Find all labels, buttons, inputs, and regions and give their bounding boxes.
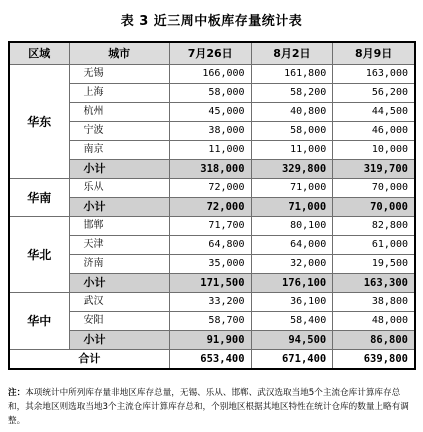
subtotal-value: 94,500 — [251, 331, 333, 350]
value-cell: 46,000 — [333, 122, 415, 141]
value-cell: 10,000 — [333, 141, 415, 160]
subtotal-value: 176,100 — [251, 274, 333, 293]
subtotal-label: 小计 — [69, 274, 169, 293]
value-cell: 72,000 — [169, 179, 251, 198]
subtotal-row — [9, 331, 415, 350]
total-value: 671,400 — [251, 350, 333, 370]
city-cell: 上海 — [69, 84, 169, 103]
value-cell: 40,800 — [251, 103, 333, 122]
value-cell: 58,700 — [169, 312, 251, 331]
value-cell: 44,500 — [333, 103, 415, 122]
city-cell: 南京 — [69, 141, 169, 160]
city-cell: 安阳 — [69, 312, 169, 331]
value-cell: 58,000 — [251, 122, 333, 141]
value-cell: 19,500 — [333, 255, 415, 274]
subtotal-value: 86,800 — [333, 331, 415, 350]
subtotal-row — [9, 198, 415, 217]
inventory-table — [8, 41, 416, 370]
city-cell: 乐从 — [69, 179, 169, 198]
value-cell: 163,000 — [333, 65, 415, 84]
header-date-1: 7月26日 — [169, 42, 251, 65]
subtotal-value: 319,700 — [333, 160, 415, 179]
subtotal-value: 72,000 — [169, 198, 251, 217]
region-cell: 华北 — [9, 217, 69, 293]
value-cell: 32,000 — [251, 255, 333, 274]
value-cell: 11,000 — [169, 141, 251, 160]
value-cell: 36,100 — [251, 293, 333, 312]
value-cell: 82,800 — [333, 217, 415, 236]
value-cell: 71,700 — [169, 217, 251, 236]
header-date-3: 8月9日 — [333, 42, 415, 65]
header-region: 区域 — [9, 42, 69, 65]
table-row — [9, 84, 415, 103]
subtotal-row — [9, 160, 415, 179]
value-cell: 161,800 — [251, 65, 333, 84]
subtotal-value: 163,300 — [333, 274, 415, 293]
subtotal-value: 318,000 — [169, 160, 251, 179]
table-row — [9, 179, 415, 198]
total-value: 653,400 — [169, 350, 251, 370]
footnote-lead: 注： — [8, 388, 26, 398]
city-cell: 天津 — [69, 236, 169, 255]
value-cell: 166,000 — [169, 65, 251, 84]
table-row — [9, 312, 415, 331]
value-cell: 48,000 — [333, 312, 415, 331]
subtotal-value: 171,500 — [169, 274, 251, 293]
footnote — [8, 386, 416, 428]
subtotal-value: 329,800 — [251, 160, 333, 179]
value-cell: 56,200 — [333, 84, 415, 103]
value-cell: 64,000 — [251, 236, 333, 255]
value-cell: 33,200 — [169, 293, 251, 312]
table-row — [9, 255, 415, 274]
value-cell: 61,000 — [333, 236, 415, 255]
value-cell: 38,000 — [169, 122, 251, 141]
value-cell: 71,000 — [251, 179, 333, 198]
subtotal-row — [9, 274, 415, 293]
value-cell: 80,100 — [251, 217, 333, 236]
total-value: 639,800 — [333, 350, 415, 370]
table-row — [9, 217, 415, 236]
total-row — [9, 350, 415, 370]
header-row — [9, 42, 415, 65]
table-row — [9, 103, 415, 122]
value-cell: 45,000 — [169, 103, 251, 122]
value-cell: 64,800 — [169, 236, 251, 255]
table-row — [9, 122, 415, 141]
table-row — [9, 236, 415, 255]
header-date-2: 8月2日 — [251, 42, 333, 65]
city-cell: 邯郸 — [69, 217, 169, 236]
subtotal-value: 70,000 — [333, 198, 415, 217]
value-cell: 58,000 — [169, 84, 251, 103]
table-row — [9, 293, 415, 312]
table-row — [9, 141, 415, 160]
value-cell: 35,000 — [169, 255, 251, 274]
region-cell: 华东 — [9, 65, 69, 179]
city-cell: 宁波 — [69, 122, 169, 141]
footnote-text: 本项统计中所列库存量非地区库存总量，无锡、乐从、邯郸、武汉选取当地5个主流仓库计算库存总和，其余地区则选取当地3个主流仓库计算库存总和，个别地区根据其地区特性在统计仓库的数量上略有调整。 — [8, 388, 409, 426]
value-cell: 58,400 — [251, 312, 333, 331]
subtotal-label: 小计 — [69, 331, 169, 350]
total-label: 合计 — [9, 350, 169, 370]
value-cell: 38,800 — [333, 293, 415, 312]
header-city: 城市 — [69, 42, 169, 65]
table-row — [9, 65, 415, 84]
region-cell: 华中 — [9, 293, 69, 350]
subtotal-value: 91,900 — [169, 331, 251, 350]
region-cell: 华南 — [9, 179, 69, 217]
value-cell: 11,000 — [251, 141, 333, 160]
subtotal-label: 小计 — [69, 160, 169, 179]
table-title: 表 3 近三周中板库存量统计表 — [120, 14, 303, 29]
subtotal-label: 小计 — [69, 198, 169, 217]
city-cell: 无锡 — [69, 65, 169, 84]
city-cell: 杭州 — [69, 103, 169, 122]
city-cell: 武汉 — [69, 293, 169, 312]
city-cell: 济南 — [69, 255, 169, 274]
value-cell: 70,000 — [333, 179, 415, 198]
value-cell: 58,200 — [251, 84, 333, 103]
subtotal-value: 71,000 — [251, 198, 333, 217]
